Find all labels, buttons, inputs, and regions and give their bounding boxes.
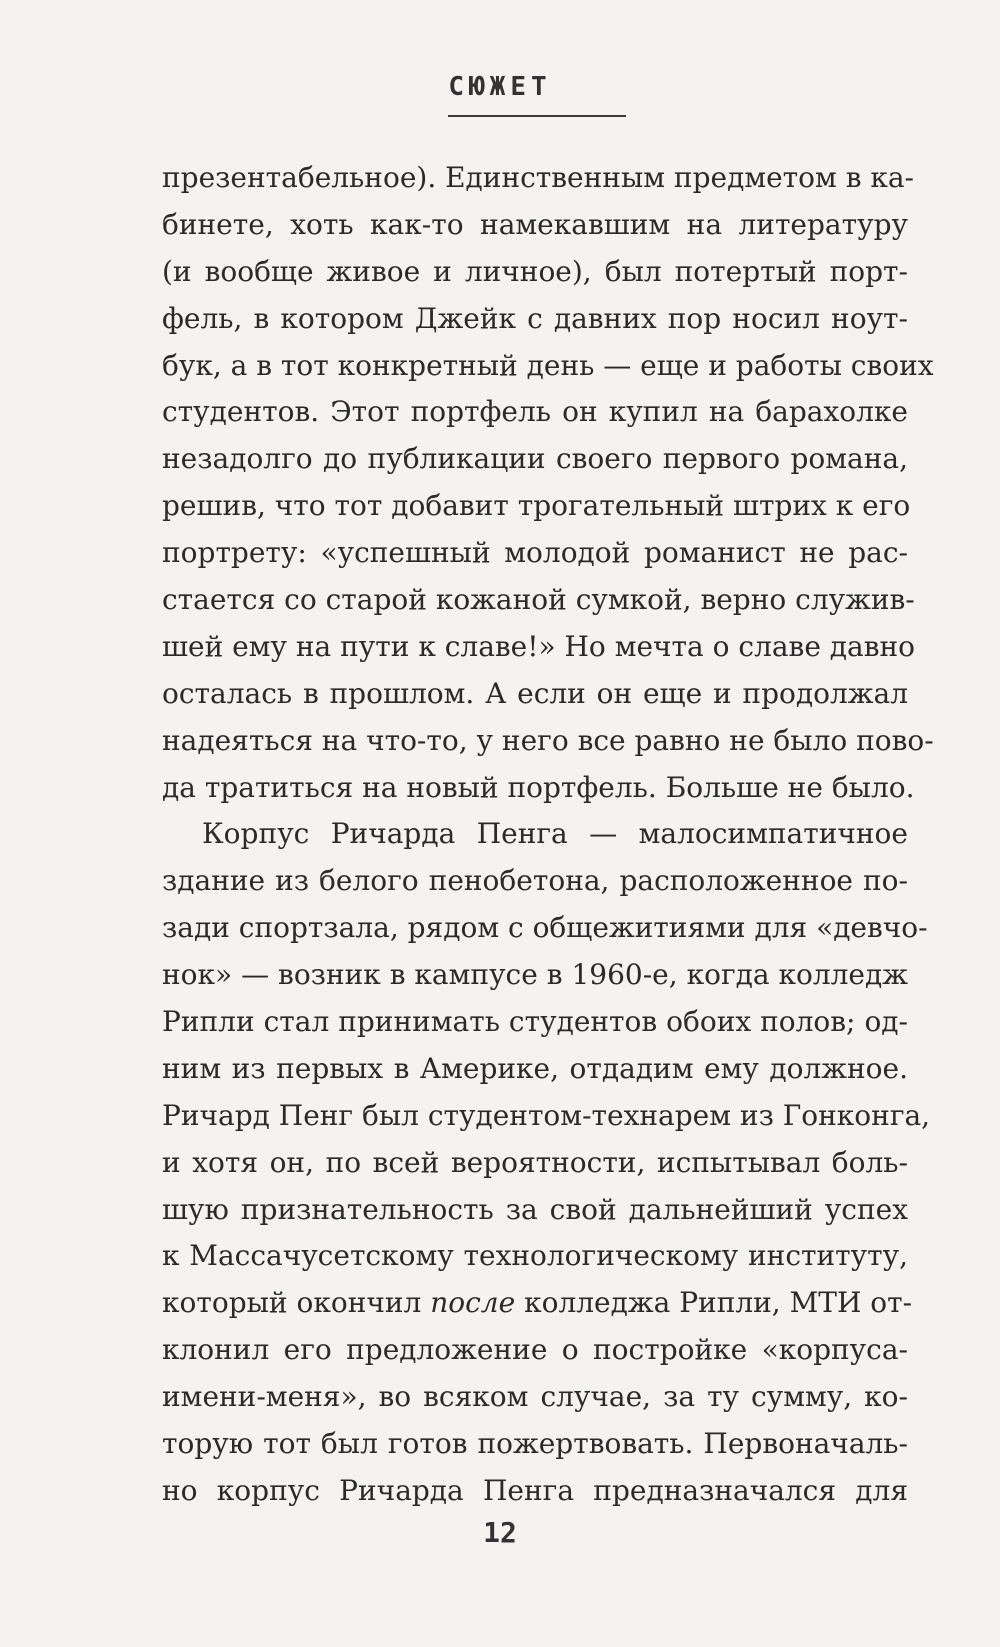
italic-word: после <box>430 1286 516 1320</box>
text-line: и хотя он, по всей вероятности, испытывал боль- <box>162 1145 908 1179</box>
text-line: имени-меня», во всяком случае, за ту сумму, ко- <box>162 1380 908 1414</box>
text-line: незадолго до публикации своего первого романа, <box>162 442 908 476</box>
text-line: осталась в прошлом. А если он еще и продолжал <box>162 676 908 710</box>
text-line: надеяться на что-то, у него все равно не было пово- <box>162 723 934 757</box>
text-line: бинете, хоть как-то намекавшим на литературу <box>162 207 908 241</box>
text-line: презентабельное). Единственным предметом в ка- <box>162 161 915 194</box>
text-line: торую тот был готов пожертвовать. Первоначаль- <box>162 1427 908 1461</box>
text-line: стается со старой кожаной сумкой, верно служив- <box>162 583 915 617</box>
header-rule <box>448 115 626 117</box>
text-fragment: который окончил <box>162 1286 431 1320</box>
text-line: портрету: «успешный молодой романист не рас- <box>162 536 908 570</box>
text-line: фель, в котором Джейк с давних пор носил ноут- <box>162 301 908 335</box>
text-line: (и вообще живое и личное), был потертый порт- <box>162 254 908 288</box>
text-line: решив, что тот добавит трогательный штрих к его <box>162 489 911 523</box>
text-line: ним из первых в Америке, отдадим ему должное. <box>162 1051 908 1085</box>
body-text <box>162 155 934 1515</box>
text-line: Рипли стал принимать студентов обоих полов; од- <box>162 1005 908 1039</box>
text-line: но корпус Ричарда Пенга предназначался для <box>162 1473 908 1507</box>
text-line: нок» — возник в кампусе в 1960-е, когда колледж <box>162 958 908 992</box>
text-line: к Массачусетскому технологическому институту, <box>162 1239 908 1273</box>
text-line: бук, а в тот конкретный день — еще и работы своих <box>162 348 934 382</box>
text-line: шей ему на пути к славе!» Но мечта о славе давно <box>162 629 916 663</box>
text-line: здание из белого пенобетона, расположенное по- <box>162 864 908 898</box>
page-number: 12 <box>483 1516 517 1549</box>
text-line: зади спортзала, рядом с общежитиями для «девчо- <box>162 911 928 945</box>
text-line: студентов. Этот портфель он купил на барахолке <box>162 395 908 429</box>
text-line: шую признательность за свой дальнейший успех <box>162 1192 908 1226</box>
running-head: СЮЖЕТ <box>448 72 552 102</box>
text-fragment: колледжа Рипли, МТИ от- <box>515 1286 913 1320</box>
text-line-with-italic <box>162 1280 913 1327</box>
text-line: Корпус Ричарда Пенга — малосимпатичное <box>202 817 908 851</box>
text-line: клонил его предложение о постройке «корпуса- <box>162 1333 908 1367</box>
text-line: Ричард Пенг был студентом-технарем из Гонконга, <box>162 1098 931 1132</box>
text-line: да тратиться на новый портфель. Больше не было. <box>162 770 915 804</box>
